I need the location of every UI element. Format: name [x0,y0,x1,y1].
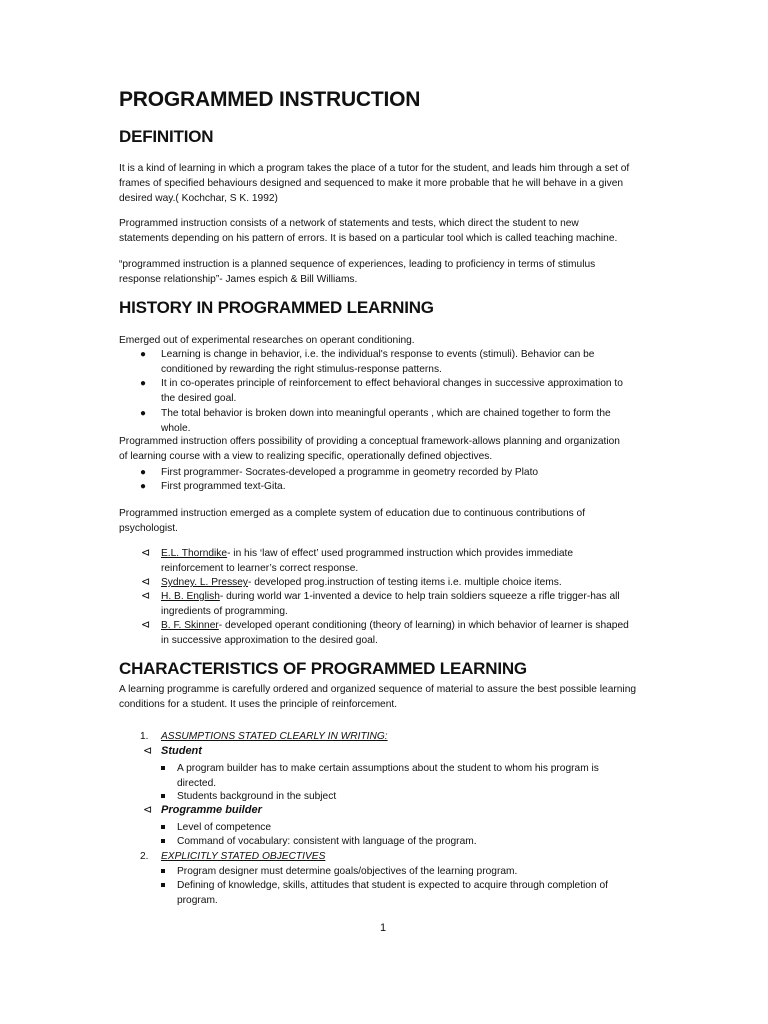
text-line: A program builder has to make certain assumptions about the student to whom his program is [177,763,599,774]
definition-paragraph-2 [119,216,655,246]
text-line: frames of specified behaviours designed and sequenced to make it more probable that he will behave in a given [119,178,624,189]
numbered-item-1 [140,729,388,744]
definition-heading: DEFINITION [119,127,214,146]
text-line: psychologist. [119,523,178,534]
text-line: It in co-operates principle of reinforcement to effect behavioral changes in successive approximation to [161,378,623,389]
square-bullet-icon [161,766,165,770]
bullet-icon: ● [140,378,147,389]
contributor-item [141,546,661,576]
contributor-name: Sydney. L. Pressey [161,577,249,588]
text-line [161,589,661,604]
text-line: Learning is change in behavior, i.e. the individual's response to events (stimuli). Behavior can be [161,349,595,360]
text-line: statements depending on his pattern of errors. It is based on a particular tool which is called teaching machine. [119,233,618,244]
subheading-text: Programme builder [161,804,262,816]
bullet-icon: ● [140,467,147,478]
contributor-name: B. F. Skinner [161,620,219,631]
definition-quote [119,257,655,287]
arrow-bullet-icon: ⊲ [141,576,151,588]
square-bullet-icon [161,869,165,873]
contributor-item [141,575,661,590]
list-item [140,406,661,436]
arrow-bullet-icon: ⊲ [143,745,153,757]
arrow-bullet-icon: ⊲ [141,619,151,631]
text-line: whole. [161,423,191,434]
text-line: It is a kind of learning in which a program takes the place of a tutor for the student, and leads him through a set of [119,163,630,174]
arrow-bullet-icon: ⊲ [141,590,151,602]
list-item [140,376,661,406]
text-line: A learning programme is carefully ordered and organized sequence of material to assure the best possible learning [119,684,637,695]
contributor-item [141,618,661,648]
page-number: 1 [380,922,387,934]
square-bullet-icon [161,839,165,843]
characteristics-heading: CHARACTERISTICS OF PROGRAMMED LEARNING [119,659,527,678]
history-paragraph-2 [119,506,655,536]
text-line: First programmed text-Gita. [161,481,286,492]
item-number: 1. [140,731,149,742]
text-line: of learning course with a view to realizing specific, operationally defined objectives. [119,451,493,462]
text-line: ingredients of programming. [161,606,288,617]
text-line: Level of competence [177,822,272,833]
list-item [177,761,657,791]
bullet-icon: ● [140,408,147,419]
text-line: Students background in the subject [177,791,337,802]
text-line: conditioned by rewarding the right stimulus-response patterns. [161,364,442,375]
text-line: First programmer- Socrates-developed a programme in geometry recorded by Plato [161,467,539,478]
text-line: Command of vocabulary: consistent with language of the program. [177,836,477,847]
list-item [177,864,657,879]
square-bullet-icon [161,794,165,798]
text-line: “programmed instruction is a planned sequence of experiences, leading to proficiency in terms of stimulus [119,259,596,270]
subheading-programme-builder [143,803,262,818]
square-bullet-icon [161,825,165,829]
text-line: conditions for a student. It uses the principle of reinforcement. [119,699,398,710]
text-line: Defining of knowledge, skills, attitudes that student is expected to acquire through completion of [177,880,608,891]
list-item [140,465,661,480]
text-line [161,575,661,590]
list-item [140,479,661,494]
text-line: Programmed instruction emerged as a complete system of education due to continuous contributions of [119,508,586,519]
characteristics-paragraph [119,682,655,712]
item-title: ASSUMPTIONS STATED CLEARLY IN WRITING: [161,731,388,742]
arrow-bullet-icon: ⊲ [141,547,151,559]
bullet-icon: ● [140,349,147,360]
text-line: Programmed instruction consists of a network of statements and tests, which direct the student to new [119,218,579,229]
subheading-student [143,744,202,759]
history-paragraph [119,434,655,464]
square-bullet-icon [161,883,165,887]
contributor-text: - developed operant conditioning (theory of learning) in which behavior of learner is shaped [218,620,629,631]
text-line: Program designer must determine goals/objectives of the learning program. [177,866,518,877]
history-heading: HISTORY IN PROGRAMMED LEARNING [119,298,434,317]
item-number: 2. [140,851,149,862]
list-item [177,878,657,908]
list-item [177,789,657,804]
subheading-text: Student [161,745,202,757]
page-title: PROGRAMMED INSTRUCTION [119,88,421,111]
text-line [161,618,661,633]
contributor-text: - developed prog.instruction of testing items i.e. multiple choice items. [248,577,562,588]
numbered-item-2 [140,849,325,864]
text-line: The total behavior is broken down into meaningful operants , which are chained together to form the [161,408,611,419]
text-line [161,546,661,561]
list-item [140,347,661,377]
text-line: the desired goal. [161,393,237,404]
list-item [177,820,657,835]
contributor-text: - in his ‘law of effect’ used programmed instruction which provides immediate [227,548,574,559]
history-intro: Emerged out of experimental researches on operant conditioning. [119,335,415,346]
contributor-name: H. B. English [161,591,220,602]
bullet-icon: ● [140,481,147,492]
text-line: response relationship”- James espich & Bill Williams. [119,274,358,285]
text-line: desired way.( Kochchar, S K. 1992) [119,193,278,204]
arrow-bullet-icon: ⊲ [143,804,153,816]
contributor-name: E.L. Thorndike [161,548,228,559]
text-line: in successive approximation to the desired goal. [161,635,378,646]
contributor-item [141,589,661,619]
text-line: Programmed instruction offers possibility of providing a conceptual framework-allows planning and organization [119,436,620,447]
text-line: program. [177,895,218,906]
item-title: EXPLICITLY STATED OBJECTIVES [161,851,326,862]
definition-paragraph-1 [119,161,655,206]
text-line: reinforcement to learner’s correct response. [161,563,359,574]
list-item [177,834,657,849]
text-line: directed. [177,778,217,789]
contributor-text: - during world war 1-invented a device to help train soldiers squeeze a rifle trigger-has all [219,591,620,602]
